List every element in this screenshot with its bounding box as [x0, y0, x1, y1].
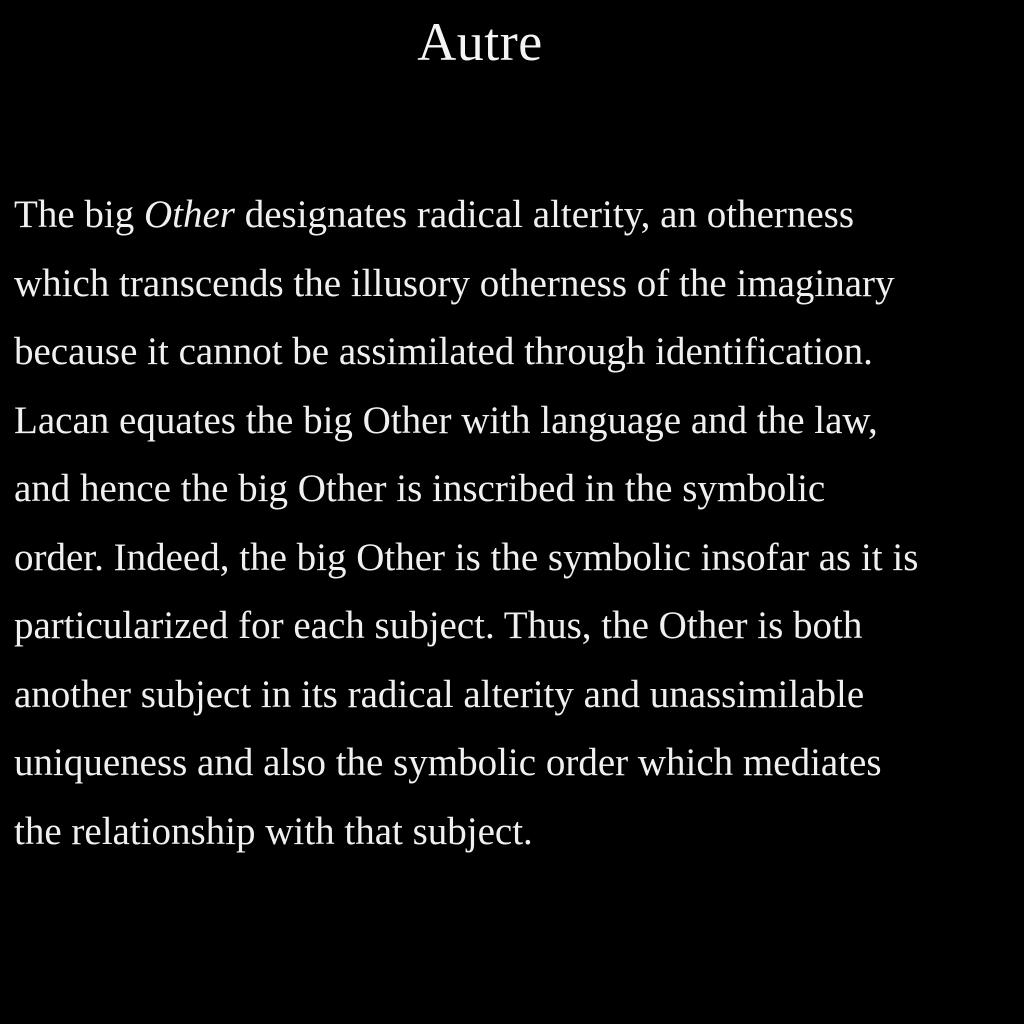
paragraph-line-2: which transcends the illusory otherness of the imaginary	[14, 261, 895, 305]
paragraph-line-8: another subject in its radical alterity and unassimilable	[14, 672, 865, 716]
italic-term-other: Other	[143, 193, 235, 236]
paragraph-line-10: the relationship with that subject.	[14, 809, 533, 853]
line-1-prefix: The big	[14, 193, 144, 236]
line-1-suffix: designates radical alterity, an otherness	[234, 193, 855, 236]
paragraph-line-6: order. Indeed, the big Other is the symbolic insofar as it is	[14, 535, 919, 579]
definition-paragraph	[14, 181, 1019, 866]
paragraph-line-3: because it cannot be assimilated through identification.	[14, 330, 873, 373]
paragraph-line-5: and hence the big Other is inscribed in the symbolic	[14, 467, 826, 510]
page-title: Autre	[417, 12, 543, 72]
paragraph-line-4: Lacan equates the big Other with language and the law,	[14, 398, 878, 442]
paragraph-line-9: uniqueness and also the symbolic order which mediates	[14, 741, 882, 784]
paragraph-line-7: particularized for each subject. Thus, the Other is both	[14, 604, 863, 647]
paragraph-line-1	[14, 181, 1019, 250]
